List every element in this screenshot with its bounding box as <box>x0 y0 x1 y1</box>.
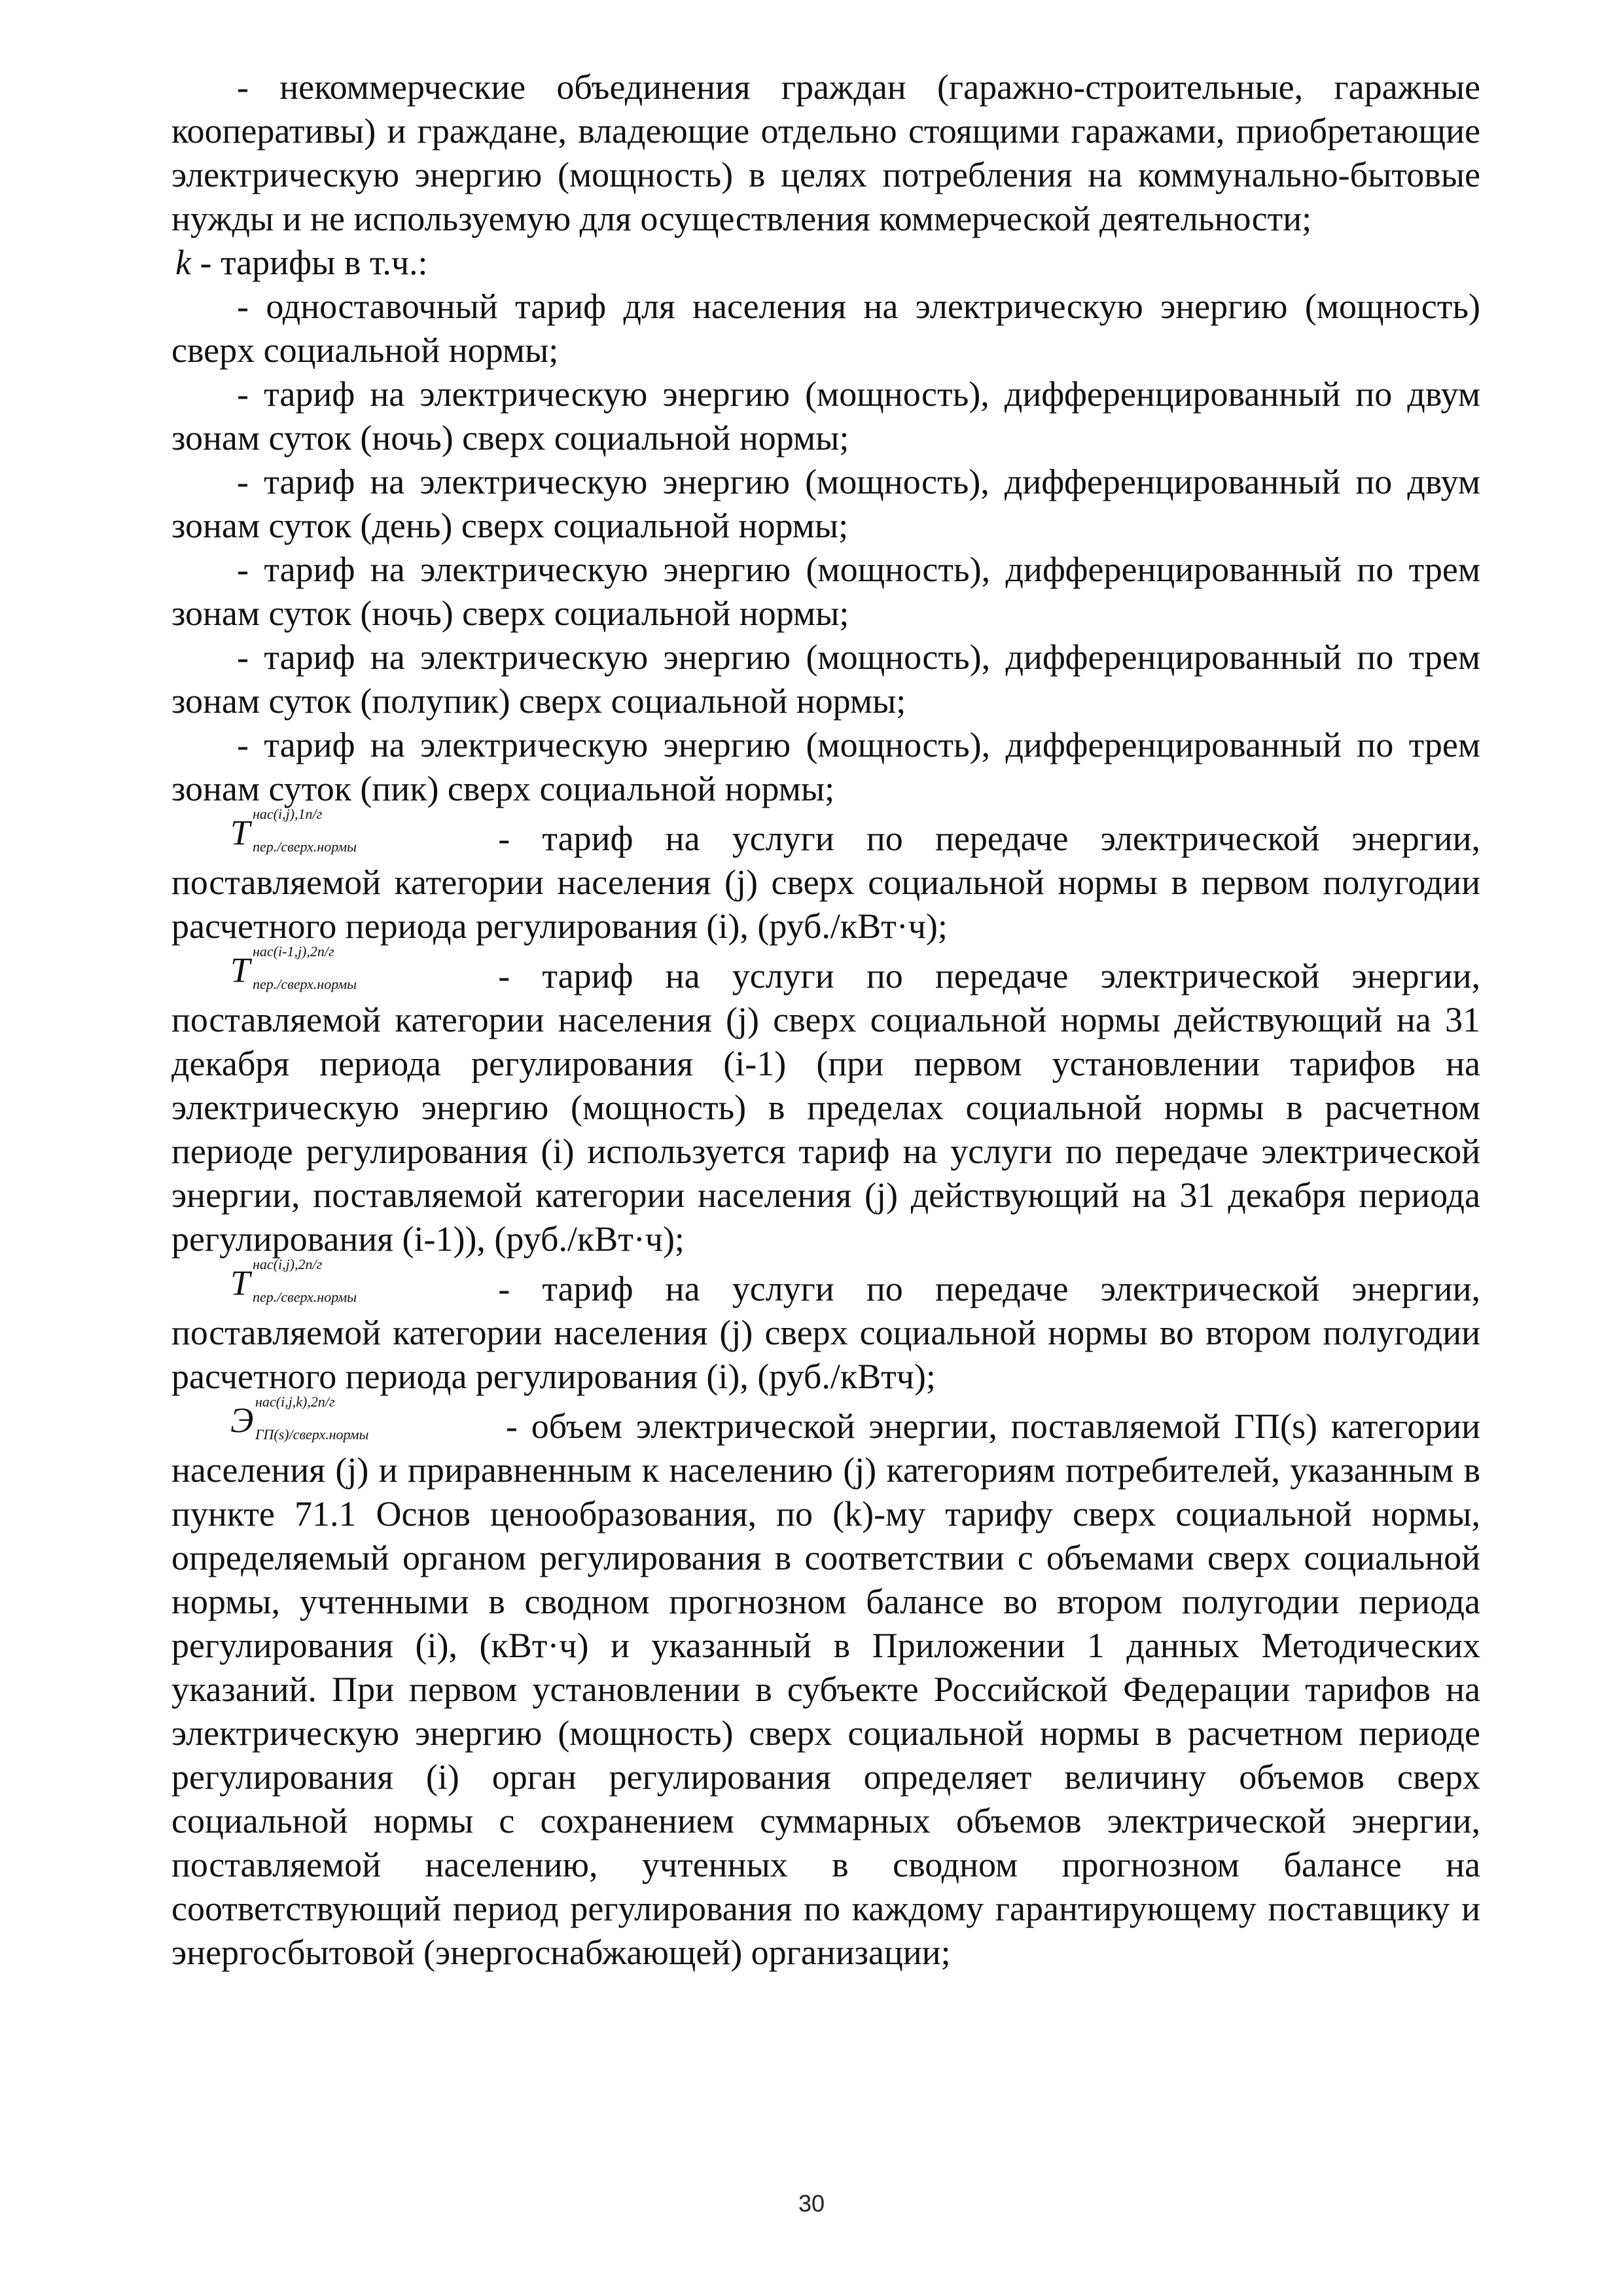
formula-superscript: нас(i-1,j),2п/г <box>253 943 334 960</box>
formula-subscript: ГП(s)/сверх.нормы <box>255 1426 369 1443</box>
formula-description: - тариф на услуги по передаче электрической энергии, поставляемой категории населения (j) сверх социальной нормы действующий на 31 декабря периода регулирования (i-1) (при первом установлении тарифов на электрическую энергию (мощность) в пределах социальной нормы в расчетном периоде регулирования (i) используется тариф на услуги по передаче электрической энергии, поставляемой категории населения (j) действующий на 31 декабря периода регулирования (i-1)), (руб./кВт·ч); <box>171 956 1481 1259</box>
paragraph-tariff-three-zone-night: - тариф на электрическую энергию (мощность), дифференцированный по трем зонам суток (ночь) сверх социальной нормы; <box>171 550 1480 633</box>
formula-superscript: нас(i,j),1п/г <box>253 806 323 822</box>
paragraph-transmission-tariff-second-half <box>171 1256 1481 1399</box>
formula-symbol: Э <box>230 1401 254 1440</box>
formula-superscript: нас(i,j,k),2п/г <box>255 1393 335 1410</box>
formula-energy-volume <box>230 1393 492 1443</box>
paragraph-tariff-single-rate: - одноставочный тариф для населения на электрическую энергию (мощность) сверх социальной нормы; <box>171 287 1480 370</box>
formula-transmission-tariff-3 <box>230 1256 466 1305</box>
paragraph-tariff-two-zone-night: - тариф на электрическую энергию (мощность), дифференцированный по двум зонам суток (ночь) сверх социальной нормы; <box>171 374 1480 457</box>
paragraph-energy-volume <box>171 1393 1481 1975</box>
k-definition: - тарифы в т.ч.: <box>200 243 428 282</box>
paragraph-transmission-tariff-dec31 <box>171 943 1481 1261</box>
paragraph-k-tariffs <box>171 241 1480 285</box>
formula-description: - тариф на услуги по передаче электрической энергии, поставляемой категории населения (j) сверх социальной нормы в первом полугодии расчетного периода регулирования (i), (руб./кВт·ч); <box>171 819 1481 946</box>
k-symbol: k <box>175 243 191 282</box>
body-text <box>171 65 1480 1975</box>
formula-symbol: T <box>230 813 251 852</box>
paragraph-noncommercial-associations: - некоммерческие объединения граждан (гаражно-строительные, гаражные кооперативы) и граждане, владеющие отдельно стоящими гаражами, приобретающие электрическую энергию (мощность) в целях потребления на коммунально-бытовые нужды и не используемую для осуществления коммерческой деятельности; <box>171 67 1480 238</box>
paragraph-tariff-three-zone-half-peak: - тариф на электрическую энергию (мощность), дифференцированный по трем зонам суток (полупик) сверх социальной нормы; <box>171 637 1480 721</box>
paragraph-tariff-two-zone-day: - тариф на электрическую энергию (мощность), дифференцированный по двум зонам суток (день) сверх социальной нормы; <box>171 462 1480 545</box>
formula-subscript: пер./сверх.нормы <box>253 1289 357 1305</box>
formula-symbol: T <box>230 1263 251 1302</box>
formula-transmission-tariff-2 <box>230 943 466 992</box>
formula-transmission-tariff-1 <box>230 806 466 855</box>
formula-description: - объем электрической энергии, поставляемой ГП(s) категории населения (j) и приравненным к населению (j) категориям потребителей, указанным в пункте 71.1 Основ ценообразования, по (k)-му тарифу сверх социальной нормы, определяемый органом регулирования в соответствии с объемами сверх социальной нормы, учтенными в сводном прогнозном балансе во втором полугодии периода регулирования (i), (кВт·ч) и указанный в Приложении 1 данных Методических указаний. При первом установлении в субъекте Российской Федерации тарифов на электрическую энергию (мощность) сверх социальной нормы в расчетном периоде регулирования (i) орган регулирования определяет величину объемов сверх социальной нормы с сохранением суммарных объемов электрической энергии, поставляемой населению, учтенных в сводном прогнозном балансе на соответствующий период регулирования по каждому гарантирующему поставщику и энергосбытовой (энергоснабжающей) организации; <box>171 1407 1481 1972</box>
formula-description: - тариф на услуги по передаче электрической энергии, поставляемой категории населения (j) сверх социальной нормы во втором полугодии расчетного периода регулирования (i), (руб./кВтч); <box>171 1269 1481 1396</box>
formula-superscript: нас(i,j),2п/г <box>253 1256 323 1272</box>
formula-subscript: пер./сверх.нормы <box>253 976 357 992</box>
formula-symbol: T <box>230 950 251 990</box>
formula-subscript: пер./сверх.нормы <box>253 838 357 855</box>
paragraph-transmission-tariff-first-half <box>171 806 1481 948</box>
page-number: 30 <box>798 2190 825 2217</box>
paragraph-tariff-three-zone-peak: - тариф на электрическую энергию (мощность), дифференцированный по трем зонам суток (пик) сверх социальной нормы; <box>171 725 1480 808</box>
